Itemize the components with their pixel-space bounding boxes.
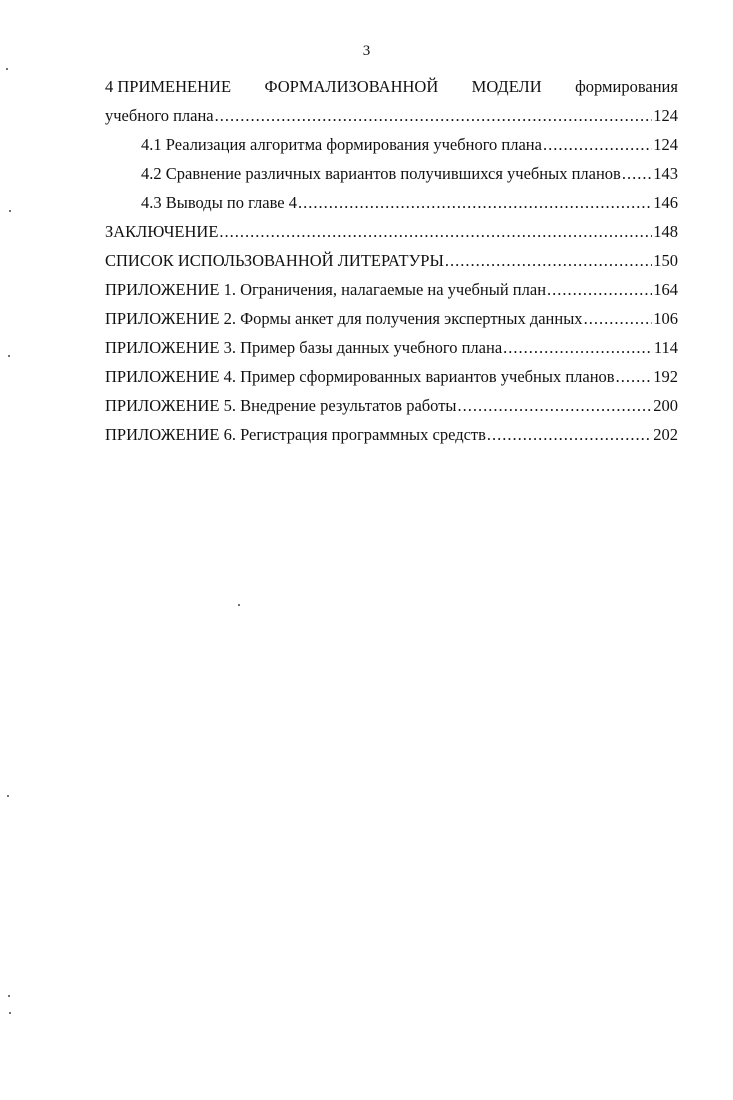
toc-entry-label: 4.1 Реализация алгоритма формирования учебного плана <box>141 135 542 154</box>
toc-entry-page: 148 <box>653 222 678 241</box>
toc-entry-references[interactable] <box>105 246 678 275</box>
toc-entry-label: ПРИЛОЖЕНИЕ 2. Формы анкет для получения экспертных данных <box>105 309 583 328</box>
toc-entry-label: ПРИЛОЖЕНИЕ 5. Внедрение результатов работы <box>105 396 457 415</box>
scan-speck <box>6 68 8 70</box>
toc-entry-label: ПРИЛОЖЕНИЕ 4. Пример сформированных вариантов учебных планов <box>105 367 615 386</box>
page-number: 3 <box>362 43 371 59</box>
toc-entry-label: ПРИЛОЖЕНИЕ 1. Ограничения, налагаемые на учебный план <box>105 280 547 299</box>
dot-leader <box>503 333 653 362</box>
toc-entry-label: СПИСОК ИСПОЛЬЗОВАННОЙ ЛИТЕРАТУРЫ <box>105 251 444 270</box>
chapter-4-heading-word: 4 ПРИМЕНЕНИЕ <box>105 77 232 96</box>
dot-leader <box>445 246 652 275</box>
scan-speck <box>238 604 240 606</box>
toc-entry-label: ПРИЛОЖЕНИЕ 6. Регистрация программных средств <box>105 425 486 444</box>
toc-entry-page: 164 <box>653 280 678 299</box>
toc-entry-page: 200 <box>653 396 678 415</box>
dot-leader <box>219 217 652 246</box>
toc-entry-page: 124 <box>653 106 678 125</box>
scan-speck <box>9 210 11 212</box>
dot-leader <box>215 101 653 130</box>
toc-entry-page: 192 <box>653 367 678 386</box>
toc-entry-page: 202 <box>653 425 678 444</box>
toc-entry-label: 4.3 Выводы по главе 4 <box>141 193 297 212</box>
toc-entry-label: ЗАКЛЮЧЕНИЕ <box>105 222 219 241</box>
toc-entry-page: 150 <box>653 251 678 270</box>
dot-leader <box>547 275 652 304</box>
toc-entry-appendix-2[interactable] <box>105 304 678 333</box>
toc-entry-page: 143 <box>653 164 678 183</box>
toc-entry-label: ПРИЛОЖЕНИЕ 3. Пример базы данных учебного плана <box>105 338 503 357</box>
scan-speck <box>8 995 10 997</box>
chapter-4-heading-word: МОДЕЛИ <box>471 77 542 96</box>
toc-entry-section-4-3[interactable] <box>105 188 678 217</box>
toc-entry-appendix-4[interactable] <box>105 362 678 391</box>
dot-leader <box>458 391 653 420</box>
toc-entry-section-4-1[interactable] <box>105 130 678 159</box>
toc-entry-section-4-2[interactable] <box>105 159 678 188</box>
scan-speck <box>8 355 10 357</box>
toc-entry-label: 4.2 Сравнение различных вариантов получившихся учебных планов <box>141 164 621 183</box>
chapter-4-heading-word: ФОРМАЛИЗОВАННОЙ <box>264 77 439 96</box>
dot-leader <box>487 420 652 449</box>
dot-leader <box>584 304 653 333</box>
toc-entry-page: 146 <box>653 193 678 212</box>
dot-leader <box>298 188 652 217</box>
chapter-4-heading <box>105 72 678 101</box>
toc-entry-page: 106 <box>653 309 678 328</box>
toc-entry-page: 124 <box>653 135 678 154</box>
chapter-4-heading-word: формирования <box>575 77 678 96</box>
dot-leader <box>622 159 652 188</box>
table-of-contents <box>105 72 678 449</box>
toc-entry-appendix-1[interactable] <box>105 275 678 304</box>
toc-entry-page: 114 <box>653 338 678 357</box>
scan-speck <box>9 1012 11 1014</box>
toc-entry-conclusion[interactable] <box>105 217 678 246</box>
toc-entry-appendix-5[interactable] <box>105 391 678 420</box>
toc-entry-appendix-6[interactable] <box>105 420 678 449</box>
dot-leader <box>543 130 652 159</box>
toc-entry-label: учебного плана <box>105 106 214 125</box>
scan-speck <box>7 795 9 797</box>
toc-entry-chapter-4[interactable] <box>105 101 678 130</box>
toc-entry-appendix-3[interactable] <box>105 333 678 362</box>
dot-leader <box>616 362 653 391</box>
